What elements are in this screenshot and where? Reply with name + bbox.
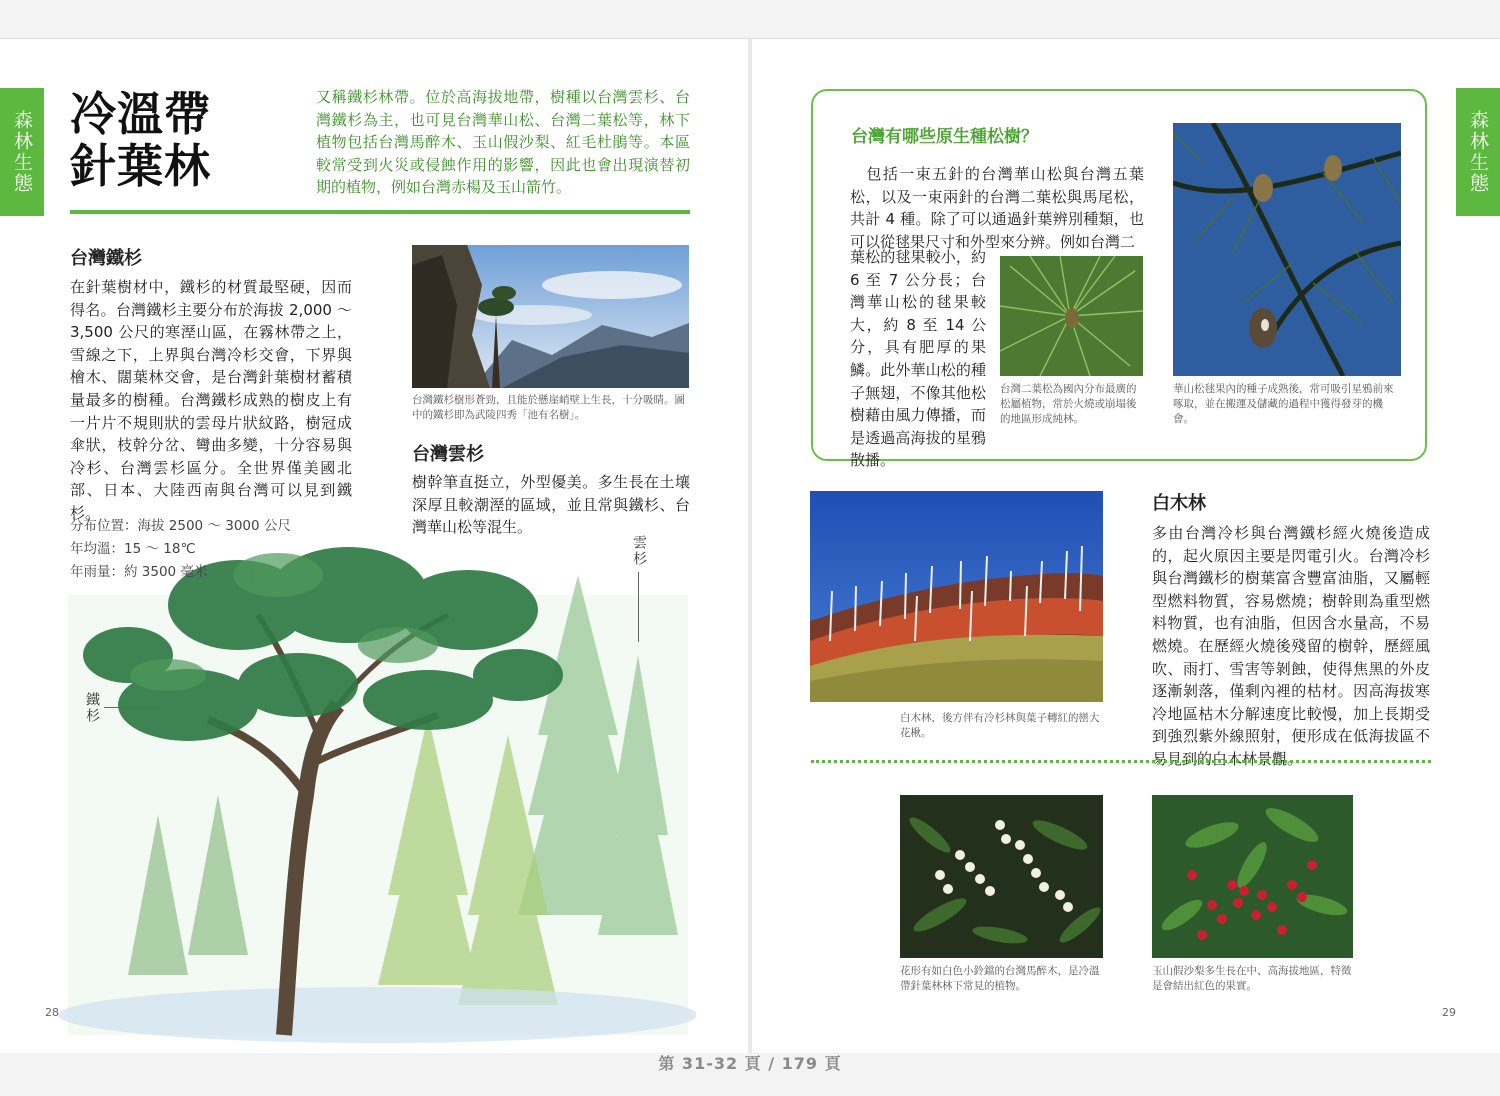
hemlock-body-text: 在針葉樹材中，鐵杉的材質最堅硬，因而得名。台灣鐵杉主要分布於海拔 2,000 ～ 3,500 公尺的寒溼山區，在霧林帶之上，雪線之下，上界與台灣冷杉交會，下界與檜木、闊葉林交會，是台灣針葉樹材蓄積量最多的樹種。台灣鐵杉成熟的樹皮上有一片片不規則狀的雲母片狀紋路，樹冠成傘狀，枝幹分岔、彎曲多變，十分容易與冷杉、台灣雲杉區分。全世界僅美國北部、日本、大陸西南與台灣可以見到鐵杉。 bbox=[70, 278, 352, 522]
section-title-spruce: 台灣雲杉 bbox=[412, 444, 484, 465]
section-title-hemlock: 台灣鐵杉 bbox=[70, 248, 142, 269]
spruce-body-text: 樹幹筆直挺立，外型優美。多生長在土壤深厚且較潮溼的區域，並且常與鐵杉、台灣華山松等混生。 bbox=[412, 473, 690, 537]
photo-two-needle-pine bbox=[1000, 256, 1143, 376]
page-title-line2: 針葉林 bbox=[70, 139, 211, 193]
photo-white-wood-forest bbox=[810, 491, 1103, 702]
sidebar-title: 台灣有哪些原生種松樹？ bbox=[851, 127, 1038, 147]
illus-leader-hemlock bbox=[104, 707, 160, 708]
page-title bbox=[70, 88, 211, 192]
photo-nutcracker-pine bbox=[1173, 123, 1401, 376]
photo-red-berries bbox=[1152, 795, 1353, 958]
photo-berries-caption: 玉山假沙梨多生長在中、高海拔地區，特徵是會結出紅色的果實。 bbox=[1152, 965, 1352, 992]
right-section-tab bbox=[1456, 88, 1500, 216]
photo-pieris-caption: 花形有如白色小鈴鐺的台灣馬醉木，是冷溫帶針葉林林下常見的植物。 bbox=[900, 965, 1100, 992]
intro-paragraph: 又稱鐵杉林帶。位於高海拔地帶，樹種以台灣雲杉、台灣鐵杉為主，也可見台灣華山松、台灣二葉松等，林下植物包括台灣馬醉木、玉山假沙梨、紅毛杜鵑等。本區較常受到火災或侵蝕作用的影響，因此也會出現演替初期的植物，例如台灣赤楊及玉山箭竹。 bbox=[316, 88, 690, 196]
meta-temperature: 年均溫：15 ～ 18℃ bbox=[70, 541, 196, 557]
page-title-line1: 冷溫帶 bbox=[70, 87, 211, 141]
meta-rainfall: 年雨量：約 3500 毫米 bbox=[70, 564, 208, 580]
right-page-number: 29 bbox=[1442, 1006, 1456, 1019]
right-section-tab-label: 森林生態 bbox=[1467, 110, 1489, 194]
meta-altitude: 分布位置：海拔 2500 ～ 3000 公尺 bbox=[70, 518, 291, 534]
section-title-white-wood: 白木林 bbox=[1152, 493, 1206, 514]
illus-label-spruce: 雲杉 bbox=[631, 535, 647, 567]
photo-hemlock-cliff bbox=[412, 245, 689, 388]
illus-label-hemlock: 鐵杉 bbox=[84, 692, 100, 724]
photo-two-needle-pine-caption: 台灣二葉松為國內分布最廣的松屬植物，常於火燒或崩塌後的地區形成純林。 bbox=[1000, 383, 1137, 425]
left-section-tab bbox=[0, 88, 44, 216]
photo-hemlock-caption: 台灣鐵杉樹形蒼勁，且能於懸崖峭壁上生長，十分吸睛。圖中的鐵杉即為武陵四秀「池有名樹」。 bbox=[412, 394, 685, 421]
page-indicator: 第 31-32 頁 / 179 頁 bbox=[658, 1054, 842, 1073]
left-section-tab-label: 森林生態 bbox=[11, 110, 33, 194]
illus-leader-spruce bbox=[638, 572, 639, 642]
photo-pieris-flowers bbox=[900, 795, 1103, 958]
sidebar-body-wide: 包括一束五針的台灣華山松與台灣五葉松，以及一束兩針的台灣二葉松與馬尾松，共計 4 種。除了可以通過針葉辨別種類，也可以從毬果尺寸和外型來分辨。例如台灣二 bbox=[850, 165, 1144, 251]
dotted-divider bbox=[811, 760, 1431, 763]
photo-nutcracker-caption: 華山松毬果內的種子成熟後，常可吸引星鴉前來啄取，並在搬運及儲藏的過程中獲得發芽的機會。 bbox=[1173, 383, 1394, 425]
photo-white-wood-caption: 白木林，後方伴有冷杉林與葉子轉紅的巒大花楸。 bbox=[900, 712, 1100, 739]
sidebar-body-narrow: 葉松的毬果較小，約 6 至 7 公分長；台灣華山松的毬果較大，約 8 至 14 公分，具有肥厚的果鱗。此外華山松的種子無翅，不像其他松樹藉由風力傳播，而是透過高海拔的星鴉散播。 bbox=[850, 248, 986, 470]
left-page-number: 28 bbox=[45, 1006, 59, 1019]
white-wood-body-text: 多由台灣冷杉與台灣鐵杉經火燒後造成的，起火原因主要是閃電引火。台灣冷杉與台灣鐵杉的樹葉富含豐富油脂，又屬輕型燃料物質，容易燃燒；樹幹則為重型燃料物質，也有油脂，但因含水量高，不易燃燒。在歷經火燒後殘留的樹幹，歷經風吹、雨打、雪害等剝蝕，使得焦黑的外皮逐漸剝落，僅剩內裡的枯材。因高海拔寒冷地區枯木分解速度比較慢，加上長期受到強烈紫外線照射，便形成在低海拔區不易見到的白木林景觀。 bbox=[1152, 524, 1430, 768]
forest-illustration bbox=[48, 535, 696, 1043]
title-divider bbox=[70, 210, 690, 214]
